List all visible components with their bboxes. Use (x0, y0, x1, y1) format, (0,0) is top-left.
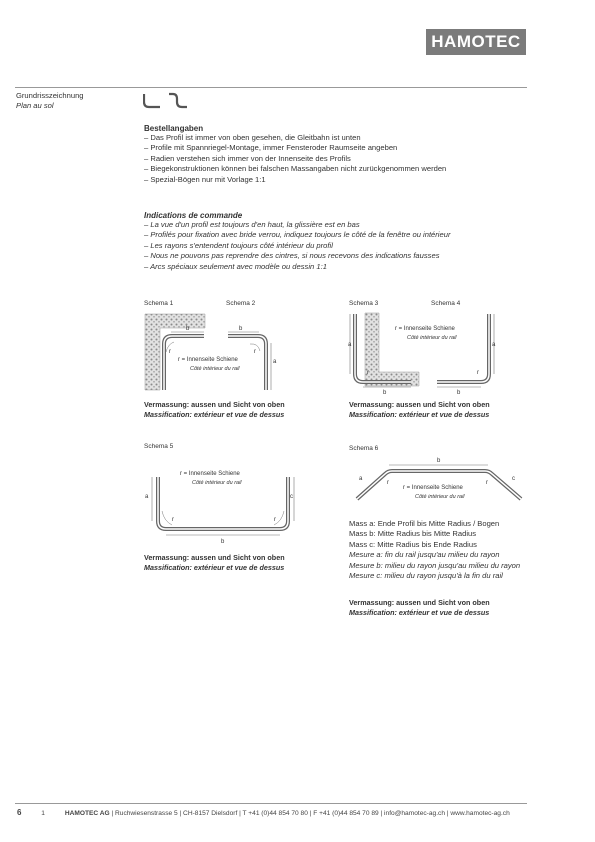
dim-r: r (274, 517, 276, 523)
inner-label-fr: Côté intérieur du rail (192, 480, 242, 486)
caption-de: Vermassung: aussen und Sicht von oben (349, 400, 490, 409)
dim-r: r (486, 480, 488, 486)
schema-2-label: Schema 2 (226, 300, 256, 307)
hamotec-logo: HAMOTEC (426, 29, 526, 55)
dim-a: a (273, 359, 277, 365)
mass-de-b: Mass b: Mitte Radius bis Mitte Radius (349, 529, 477, 539)
bestellangaben-heading: Bestellangaben (144, 124, 204, 133)
list-item: – La vue d'un profil est toujours d'en haut, la glissière est en bas (144, 220, 534, 230)
dim-b: b (437, 458, 441, 464)
indications-list (144, 220, 534, 272)
section-title-fr: Plan au sol (16, 101, 54, 111)
caption-de: Vermassung: aussen und Sicht von oben (144, 400, 285, 409)
header-divider (15, 87, 527, 88)
wall-hatch (365, 313, 419, 386)
footer-address: | Ruchwiesenstrasse 5 | CH-8157 Dielsdorf | T +41 (0)44 854 70 80 | F +41 (0)44 854 70 89 | info@hamotec-ag.ch | www.hamotec-ag.ch (111, 810, 510, 817)
page-number: 6 (17, 808, 22, 817)
inner-label-fr: Côté intérieur du rail (407, 335, 457, 341)
profile-rail (228, 336, 266, 390)
inner-label-de: r = Innenseite Schiene (178, 357, 238, 363)
dim-b: b (221, 539, 225, 545)
dim-c: c (512, 476, 515, 482)
dim-b: b (457, 390, 461, 396)
dim-r: r (172, 517, 174, 523)
caption-fr: Massification: extérieur et vue de dessus (349, 410, 490, 419)
profile-rail (437, 314, 489, 382)
dim-r: r (367, 370, 369, 376)
schema-1-label: Schema 1 (144, 300, 174, 307)
caption-de: Vermassung: aussen und Sicht von oben (349, 598, 490, 607)
footer-divider (15, 803, 527, 804)
bestellangaben-list (144, 133, 534, 185)
caption-schema-5 (144, 553, 285, 573)
list-item: – Radien verstehen sich immer von der Innenseite des Profils (144, 154, 534, 164)
dim-a: a (359, 476, 363, 482)
list-item: – Arcs spéciaux seulement avec modèle ou dessin 1:1 (144, 262, 534, 272)
mass-de-a: Mass a: Ende Profil bis Mitte Radius / Bogen (349, 519, 500, 528)
caption-fr: Massification: extérieur et vue de dessus (349, 608, 490, 617)
wall-hatch (145, 314, 205, 390)
caption-fr: Massification: extérieur et vue de dessus (144, 410, 285, 419)
dim-c: c (290, 494, 293, 500)
list-item: – Spezial-Bögen nur mit Vorlage 1:1 (144, 175, 534, 185)
mass-de-c: Mass c: Mitte Radius bis Ende Radius (349, 539, 477, 549)
inner-label-de: r = Innenseite Schiene (180, 471, 240, 477)
indications-block (144, 211, 534, 272)
schema-1-2-drawing (140, 308, 280, 400)
caption-schema-6 (349, 598, 490, 618)
schema-6-drawing (345, 452, 535, 512)
mass-fr-b: Mesure b: milieu du rayon jusqu'au milieu du rayon (349, 560, 521, 570)
caption-de: Vermassung: aussen und Sicht von oben (144, 553, 285, 562)
schema-5-label: Schema 5 (144, 443, 174, 450)
footer (17, 808, 537, 817)
dim-b: b (383, 390, 387, 396)
caption-schema-1-2 (144, 400, 285, 420)
section-title-de: Grundrisszeichnung (16, 91, 84, 100)
schema-4-label: Schema 4 (431, 300, 461, 307)
inner-label-de: r = Innenseite Schiene (395, 326, 455, 332)
dim-b: b (186, 326, 190, 332)
profile-icon-s-curve (169, 94, 187, 107)
bestellangaben-block (144, 124, 534, 185)
mass-fr-c: Mesure c: milieu du rayon jusqu'à la fin du rail (349, 571, 503, 581)
inner-label-de: r = Innenseite Schiene (403, 485, 463, 491)
list-item: – Profilés pour fixation avec bride verrou, indiquez toujours le côté de la fenêtre ou intérieur (144, 230, 534, 240)
mass-definitions (349, 519, 549, 581)
inner-label-fr: Côté intérieur du rail (190, 366, 240, 372)
dim-a: a (145, 494, 149, 500)
dim-a: a (348, 342, 352, 348)
dim-r: r (387, 480, 389, 486)
dim-a: a (492, 342, 496, 348)
dim-r: r (254, 349, 256, 355)
inner-label-fr: Côté intérieur du rail (415, 494, 465, 500)
schema-5-drawing (140, 455, 310, 547)
page-separator: 1 (41, 810, 45, 817)
footer-company: HAMOTEC AG (64, 810, 110, 817)
mass-fr-a: Mesure a: fin du rail jusqu'au milieu du rayon (349, 550, 500, 560)
list-item: – Profile mit Spannriegel-Montage, immer Fensteroder Raumseite angeben (144, 143, 534, 153)
dim-r: r (477, 370, 479, 376)
list-item: – Les rayons s'entendent toujours côté intérieur du profil (144, 241, 534, 251)
schema-3-4-drawing (345, 308, 505, 400)
profile-icon-corner (144, 94, 160, 107)
caption-fr: Massification: extérieur et vue de dessus (144, 563, 285, 572)
dim-b: b (239, 326, 243, 332)
list-item: – Nous ne pouvons pas reprendre des cintres, si nous recevons des indications fausses (144, 251, 534, 261)
list-item: – Biegekonstruktionen können bei falschen Massangaben nicht zurückgenommen werden (144, 164, 534, 174)
list-item: – Das Profil ist immer von oben gesehen, die Gleitbahn ist unten (144, 133, 534, 143)
schema-6-label: Schema 6 (349, 445, 379, 452)
indications-heading: Indications de commande (144, 211, 243, 220)
section-title (16, 91, 84, 112)
schema-3-label: Schema 3 (349, 300, 379, 307)
profile-icons (143, 92, 189, 110)
dim-r: r (169, 349, 171, 355)
caption-schema-3-4 (349, 400, 490, 420)
